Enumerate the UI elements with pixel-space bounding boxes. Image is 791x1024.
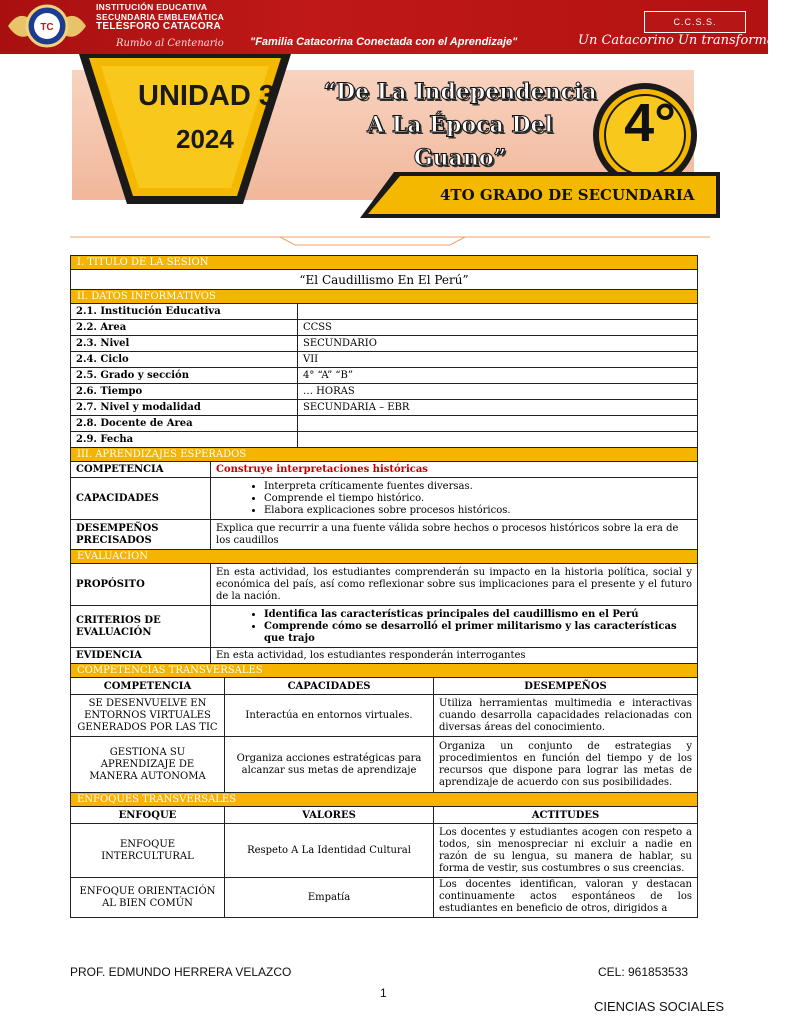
institution-name: INSTITUCIÓN EDUCATIVA SECUNDARIA EMBLEMÁTICA TELÉSFORO CATACORA	[96, 2, 225, 32]
datos-value: SECUNDARIA – EBR	[298, 400, 698, 416]
grade-number: 4°	[624, 93, 676, 153]
datos-value: SECUNDARIO	[298, 336, 698, 352]
enf-header-actitudes: ACTITUDES	[434, 807, 698, 824]
datos-value: CCSS	[298, 320, 698, 336]
enf-enfoque: ENFOQUE ORIENTACIÓN AL BIEN COMÚN	[70, 878, 225, 918]
subject-name: CIENCIAS SOCIALES	[594, 999, 725, 1014]
datos-value	[298, 432, 698, 448]
ct-capacidad: Interactúa en entornos virtuales.	[225, 695, 434, 737]
rumbo-centenario-text: Rumbo al Centenario	[116, 38, 224, 49]
session-table	[70, 255, 698, 918]
enf-header-enfoque: ENFOQUE	[70, 807, 225, 824]
ct-competencia: SE DESENVUELVE EN ENTORNOS VIRTUALES GENERADOS POR LAS TIC	[70, 695, 225, 737]
evidencia-value: En esta actividad, los estudiantes responderán interrogantes	[211, 648, 698, 664]
enf-actitud: Los docentes y estudiantes acogen con respeto a todos, sin menospreciar ni excluir a nadie en razón de su lengua, su manera de hablar, su forma de vestir, sus costumbres o sus creencias.	[434, 824, 698, 878]
ct-header-desempenos: DESEMPEÑOS	[434, 678, 698, 695]
competencia-value: Construye interpretaciones históricas	[211, 462, 698, 478]
datos-label: 2.1. Institución Educativa	[70, 304, 298, 320]
svg-text:TC: TC	[40, 22, 54, 33]
capacidad-item: • Interpreta críticamente fuentes diversas.	[264, 481, 511, 493]
datos-value: 4° “A” “B”	[298, 368, 698, 384]
teacher-name: PROF. EDMUNDO HERRERA VELAZCO	[70, 965, 292, 979]
table-row	[70, 824, 698, 878]
teacher-phone: CEL: 961853533	[598, 965, 689, 979]
header-separator	[70, 233, 710, 247]
ct-competencia: GESTIONA SU APRENDIZAJE DE MANERA AUTONOMA	[70, 737, 225, 793]
capacidad-item: • Comprende el tiempo histórico.	[264, 493, 511, 505]
ct-header-capacidades: CAPACIDADES	[225, 678, 434, 695]
slogan-text: "Familia Catacorina Conectada con el Aprendizaje"	[250, 36, 518, 48]
datos-value	[298, 416, 698, 432]
proposito-value: En esta actividad, los estudiantes comprenderán su impacto en la historia política, social y económica del país, así como reflexionar sobre sus implicaciones para el presente y el futuro de la nación.	[211, 564, 698, 606]
datos-value: VII	[298, 352, 698, 368]
section-datos-header: II. DATOS INFORMATIVOS	[70, 290, 698, 304]
enf-header-valores: VALORES	[225, 807, 434, 824]
unit-number: UNIDAD 3	[138, 80, 275, 112]
unit-year: 2024	[176, 124, 234, 154]
section-enfoques-header: ENFOQUES TRANSVERSALES	[70, 793, 698, 807]
criterio-item: • Comprende cómo se desarrolló el primer militarismo y las características que trajo	[264, 621, 692, 645]
datos-label: 2.6. Tiempo	[70, 384, 298, 400]
session-title: “El Caudillismo En El Perú”	[70, 270, 698, 290]
desempenos-label: DESEMPEÑOS PRECISADOS	[70, 520, 211, 550]
ct-header-competencia: COMPETENCIA	[70, 678, 225, 695]
school-seal-logo	[6, 2, 88, 50]
ct-desempeno: Utiliza herramientas multimedia e interactivas cuando desarrolla capacidades relacionadas con diversas áreas del conocimiento.	[434, 695, 698, 737]
section-title-header: I. TITULO DE LA SESION	[70, 255, 698, 270]
desempenos-value: Explica que recurrir a una fuente válida sobre hechos o procesos históricos sobre la era de los caudillos	[211, 520, 698, 550]
criterios-label: CRITERIOS DE EVALUACIÓN	[70, 606, 211, 648]
capacidades-list	[211, 478, 698, 520]
enf-enfoque: ENFOQUE INTERCULTURAL	[70, 824, 225, 878]
datos-label: 2.5. Grado y sección	[70, 368, 298, 384]
datos-value: … HORAS	[298, 384, 698, 400]
datos-label: 2.2. Area	[70, 320, 298, 336]
datos-label: 2.8. Docente de Area	[70, 416, 298, 432]
criterio-item: • Identifica las características principales del caudillismo en el Perú	[264, 609, 692, 621]
datos-label: 2.7. Nivel y modalidad	[70, 400, 298, 416]
section-competencias-transversales-header: COMPETENCIAS TRANSVERSALES	[70, 664, 698, 678]
unit-title: “De La Independencia A La Época Del Guano”	[323, 79, 597, 171]
datos-label: 2.9. Fecha	[70, 432, 298, 448]
competencia-label: COMPETENCIA	[70, 462, 211, 478]
capacidades-label: CAPACIDADES	[70, 478, 211, 520]
top-banner	[0, 0, 791, 54]
slogan-script-text: Un Catacorino Un transformado	[578, 33, 791, 48]
ct-capacidad: Organiza acciones estratégicas para alcanzar sus metas de aprendizaje	[225, 737, 434, 793]
enf-actitud: Los docentes identifican, valoran y destacan continuamente actos espontáneos de los estudiantes en beneficio de otros, dirigidos a	[434, 878, 698, 918]
table-row	[70, 878, 698, 918]
ct-desempeno: Organiza un conjunto de estrategias y procedimientos en función del tiempo y de los recursos que dispone para lograr las metas de aprendizaje de acuerdo con sus posibilidades.	[434, 737, 698, 793]
datos-label: 2.4. Ciclo	[70, 352, 298, 368]
section-evaluacion-header: EVALUACION	[70, 550, 698, 564]
page-number: 1	[380, 986, 387, 1000]
enf-valor: Respeto A La Identidad Cultural	[225, 824, 434, 878]
capacidad-item: • Elabora explicaciones sobre procesos históricos.	[264, 505, 511, 517]
table-row	[70, 737, 698, 793]
datos-value	[298, 304, 698, 320]
criterios-list	[211, 606, 698, 648]
proposito-label: PROPÓSITO	[70, 564, 211, 606]
enf-valor: Empatía	[225, 878, 434, 918]
section-aprendizajes-header: III. APRENDIZAJES ESPERADOS	[70, 448, 698, 462]
evidencia-label: EVIDENCIA	[70, 648, 211, 664]
area-code-badge: C.C.S.S.	[644, 11, 746, 33]
grade-label: 4TO GRADO DE SECUNDARIA	[440, 186, 695, 204]
table-row	[70, 695, 698, 737]
datos-label: 2.3. Nivel	[70, 336, 298, 352]
